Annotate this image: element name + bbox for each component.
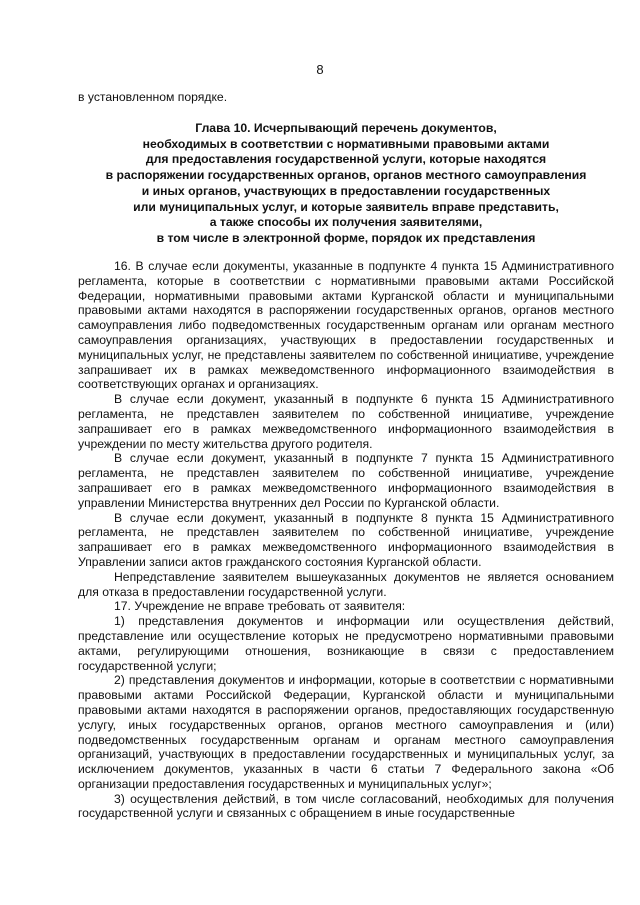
- main-text: [78, 259, 614, 821]
- paragraph-16: 16. В случае если документы, указанные в подпункте 4 пункта 15 Административного регламента, которые в соответствии с нормативными правовыми актами Российской Федерации, нормативными правовыми актами Курганской области и муниципальными правовыми актами находятся в распоряжении государственных органов, органов местного самоуправления либо подведомственных государственным органам или органам местного самоуправления организациях, участвующих в предоставлении государственных и муниципальных услуг, не представлены заявителем по собственной инициативе, учреждение запрашивает их в рамках межведомственного информационного взаимодействия в соответствующих органах и организациях.: [78, 259, 614, 392]
- chapter-title-line: необходимых в соответствии с нормативными правовыми актами: [142, 136, 550, 151]
- paragraph-17-item-1: 1) представления документов и информации или осуществления действий, представление или осуществление которых не предусмотрено нормативными правовыми актами, регулирующими отношения, возникающие в связи с предоставлением государственной услуги;: [78, 614, 614, 673]
- chapter-title-line: а также способы их получения заявителями,: [209, 215, 483, 230]
- paragraph-17-item-3: 3) осуществления действий, в том числе согласований, необходимых для получения государственной услуги и связанных с обращением в иные государственные: [78, 791, 614, 821]
- paragraph-non-submission: Непредставление заявителем вышеуказанных документов не является основанием для отказа в предоставлении государственной услуги.: [78, 569, 614, 599]
- chapter-title-line: Глава 10. Исчерпывающий перечень документов,: [195, 121, 497, 135]
- chapter-title-line: для предоставления государственной услуги, которые находятся: [145, 152, 547, 167]
- chapter-title: [78, 121, 614, 247]
- chapter-title-line: или муниципальных услуг, и которые заявитель вправе представить,: [133, 199, 559, 214]
- paragraph-subitem-7: В случае если документ, указанный в подпункте 7 пункта 15 Административного регламента, не представлен заявителем по собственной инициативе, учреждение запрашивает его в рамках межведомственного информационного взаимодействия в управлении Министерства внутренних дел России по Курганской области.: [78, 451, 614, 510]
- chapter-title-line: в том числе в электронной форме, порядок их представления: [156, 230, 536, 245]
- page-number: 8: [316, 62, 324, 77]
- intro-line: [78, 90, 614, 105]
- paragraph-17-item-2: 2) представления документов и информации, которые в соответствии с нормативными правовыми актами Российской Федерации, Курганской области и муниципальными правовыми актами находятся в распоряжении органов, предоставляющих государственную услугу, иных государственных органов, органов местного самоуправления и (или) подведомственных государственным органам и органам местного самоуправления организаций, участвующих в предоставлении государственных и муниципальных услуг, за исключением документов, указанных в части 6 статьи 7 Федерального закона «Об организации предоставления государственных и муниципальных услуг»;: [78, 673, 614, 791]
- chapter-title-line: в распоряжении государственных органов, органов местного самоуправления: [105, 168, 587, 183]
- intro-text: в установленном порядке.: [78, 90, 228, 104]
- paragraph-subitem-6: В случае если документ, указанный в подпункте 6 пункта 15 Административного регламента, не представлен заявителем по собственной инициативе, учреждение запрашивает его в рамках межведомственного информационного взаимодействия в учреждении по месту жительства другого родителя.: [78, 392, 614, 451]
- paragraph-17: 17. Учреждение не вправе требовать от заявителя:: [114, 599, 406, 614]
- chapter-title-line: и иных органов, участвующих в предоставлении государственных: [141, 183, 551, 198]
- paragraph-subitem-8: В случае если документ, указанный в подпункте 8 пункта 15 Административного регламента, не представлен заявителем по собственной инициативе, учреждение запрашивает его в рамках межведомственного информационного взаимодействия в Управлении записи актов гражданского состояния Курганской области.: [78, 510, 614, 569]
